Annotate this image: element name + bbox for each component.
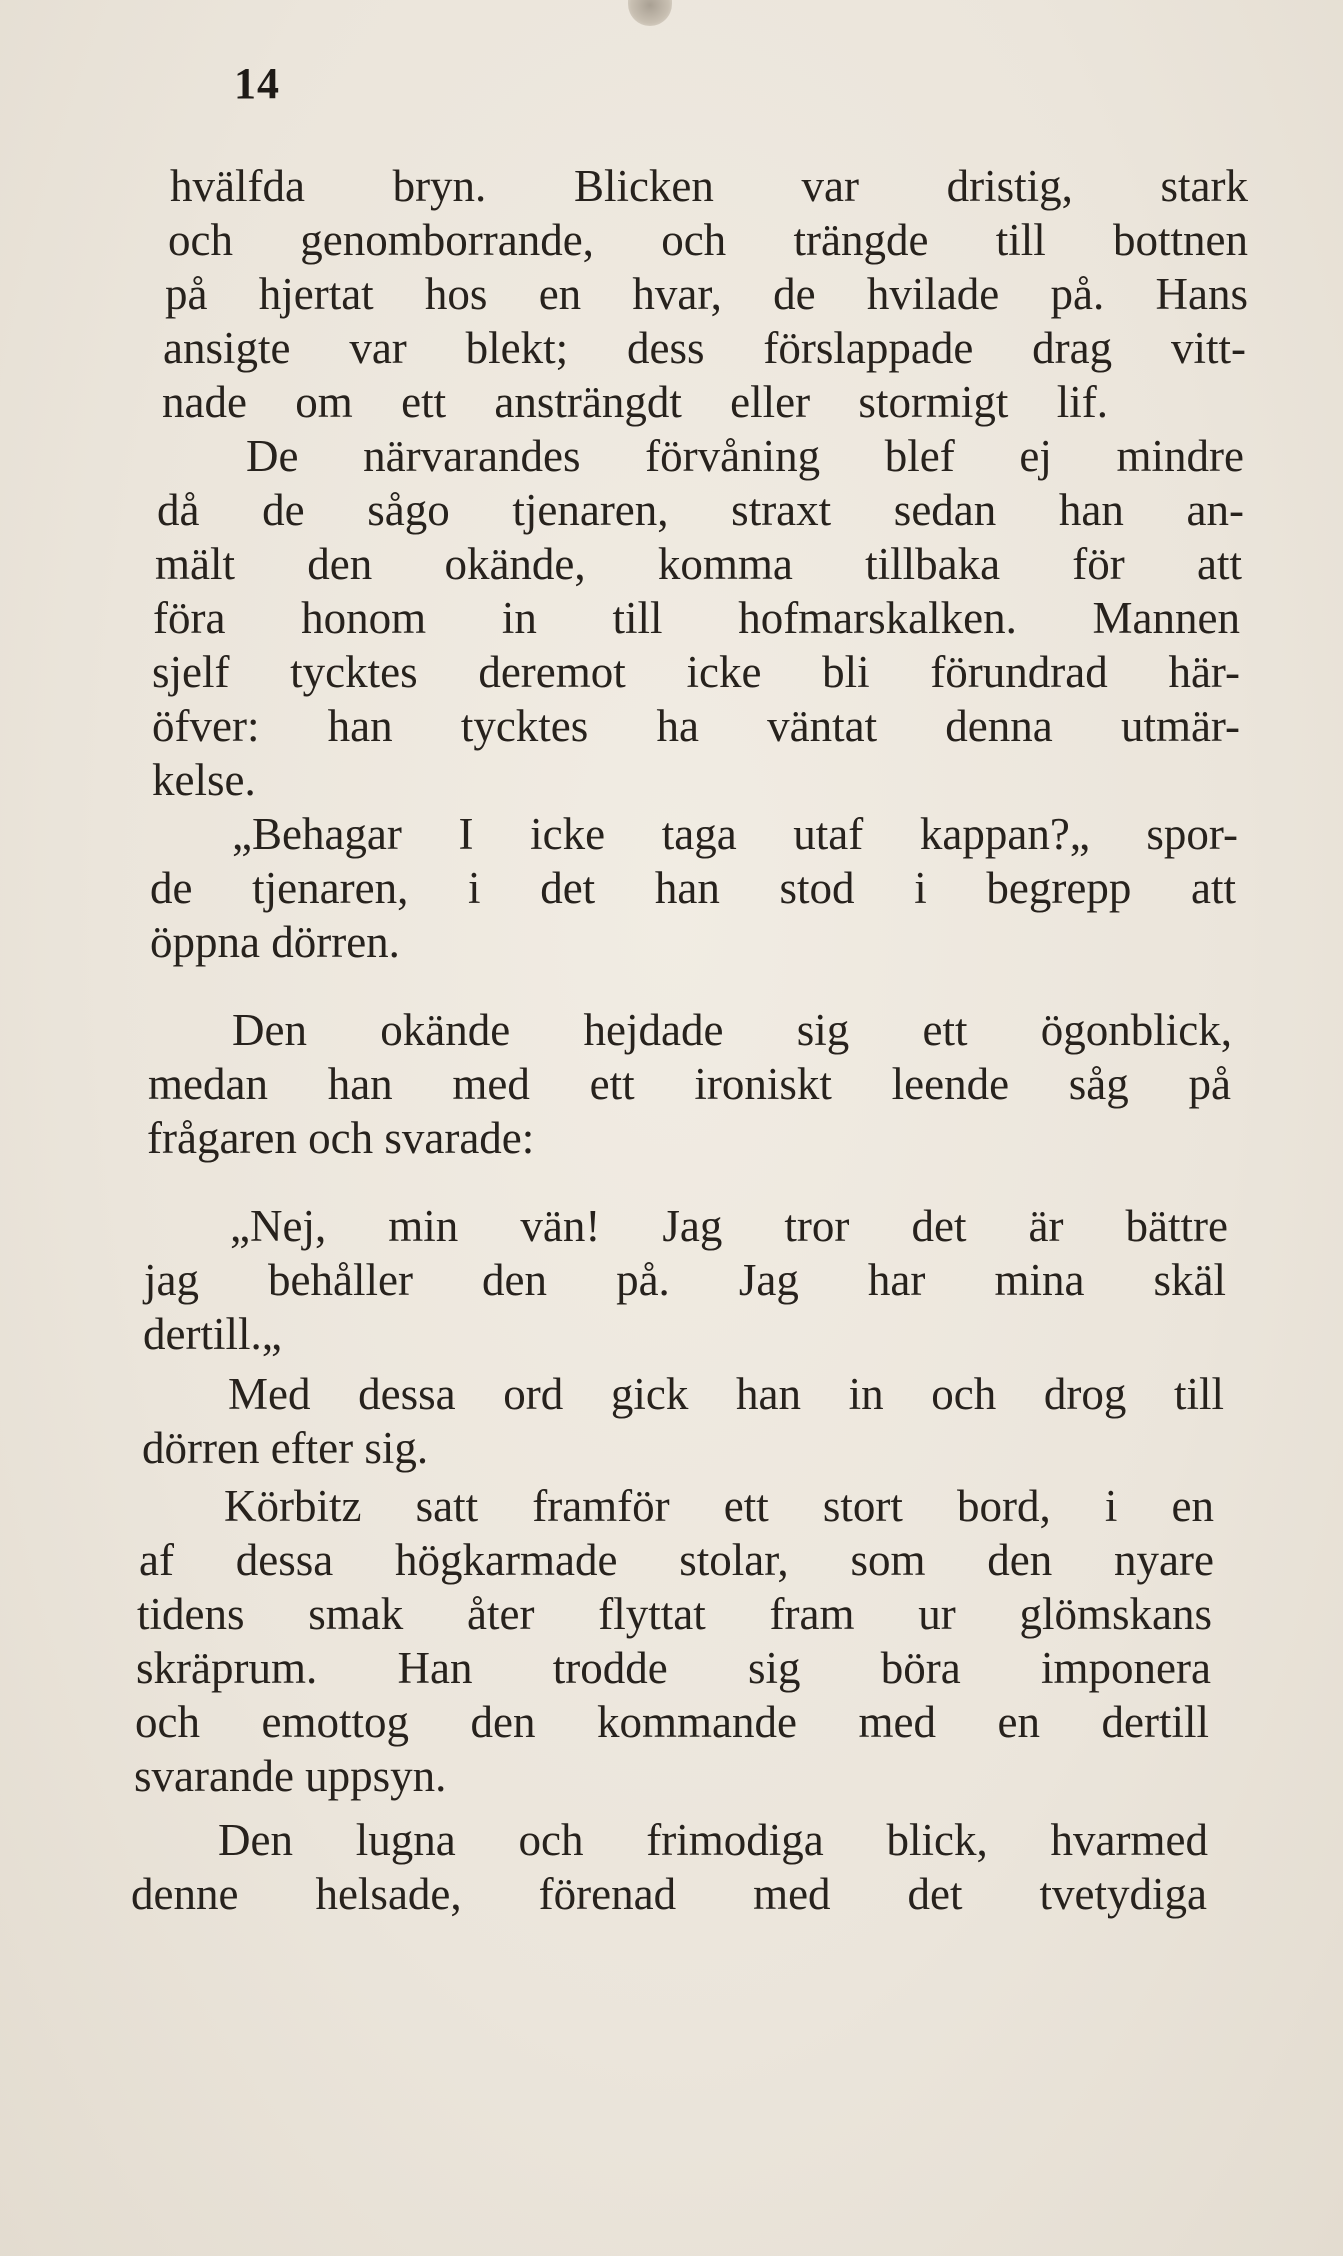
- text-line: „Behagar I icke taga utaf kappan?„ spor-: [232, 809, 1238, 859]
- text-line: Den lugna och frimodiga blick, hvarmed: [218, 1815, 1208, 1865]
- text-line: skräprum. Han trodde sig böra imponera: [136, 1643, 1211, 1693]
- text-line: hvälfda bryn. Blicken var dristig, stark: [170, 161, 1248, 211]
- text-line: De närvarandes förvåning blef ej mindre: [246, 431, 1244, 481]
- text-line: tidens smak åter flyttat fram ur glömskans: [137, 1589, 1212, 1639]
- text-line: dertill.„: [143, 1309, 282, 1359]
- text-line: Körbitz satt framför ett stort bord, i en: [224, 1481, 1214, 1531]
- text-line: sjelf tycktes deremot icke bli förundrad här-: [152, 647, 1240, 697]
- text-line: „Nej, min vän! Jag tror det är bättre: [230, 1201, 1228, 1251]
- text-line: ansigte var blekt; dess förslappade drag vitt-: [163, 323, 1246, 373]
- text-line: dörren efter sig.: [142, 1423, 429, 1473]
- text-line: jag behåller den på. Jag har mina skäl: [144, 1255, 1226, 1305]
- text-line: Den okände hejdade sig ett ögonblick,: [232, 1005, 1232, 1055]
- text-line: svarande uppsyn.: [134, 1751, 447, 1801]
- text-line: Med dessa ord gick han in och drog till: [228, 1369, 1224, 1419]
- text-line: och genomborrande, och trängde till bottnen: [168, 215, 1248, 265]
- text-line: mält den okände, komma tillbaka för att: [155, 539, 1242, 589]
- text-line: nade om ett ansträngdt eller stormigt lif.: [162, 377, 1108, 427]
- text-line: kelse.: [152, 755, 256, 805]
- text-line: på hjertat hos en hvar, de hvilade på. Hans: [165, 269, 1248, 319]
- text-line: då de sågo tjenaren, straxt sedan han an-: [157, 485, 1244, 535]
- text-line: öfver: han tycktes ha väntat denna utmär-: [152, 701, 1240, 751]
- text-line: och emottog den kommande med en dertill: [135, 1697, 1209, 1747]
- text-line: denne helsade, förenad med det tvetydiga: [131, 1869, 1207, 1919]
- text-line: öppna dörren.: [150, 917, 400, 967]
- text-line: de tjenaren, i det han stod i begrepp att: [150, 863, 1236, 913]
- text-line: frågaren och svarade:: [147, 1113, 535, 1163]
- text-line: af dessa högkarmade stolar, som den nyare: [139, 1535, 1214, 1585]
- text-line: medan han med ett ironiskt leende såg på: [148, 1059, 1231, 1109]
- page-number: 14: [234, 59, 280, 108]
- text-line: föra honom in till hofmarskalken. Mannen: [153, 593, 1240, 643]
